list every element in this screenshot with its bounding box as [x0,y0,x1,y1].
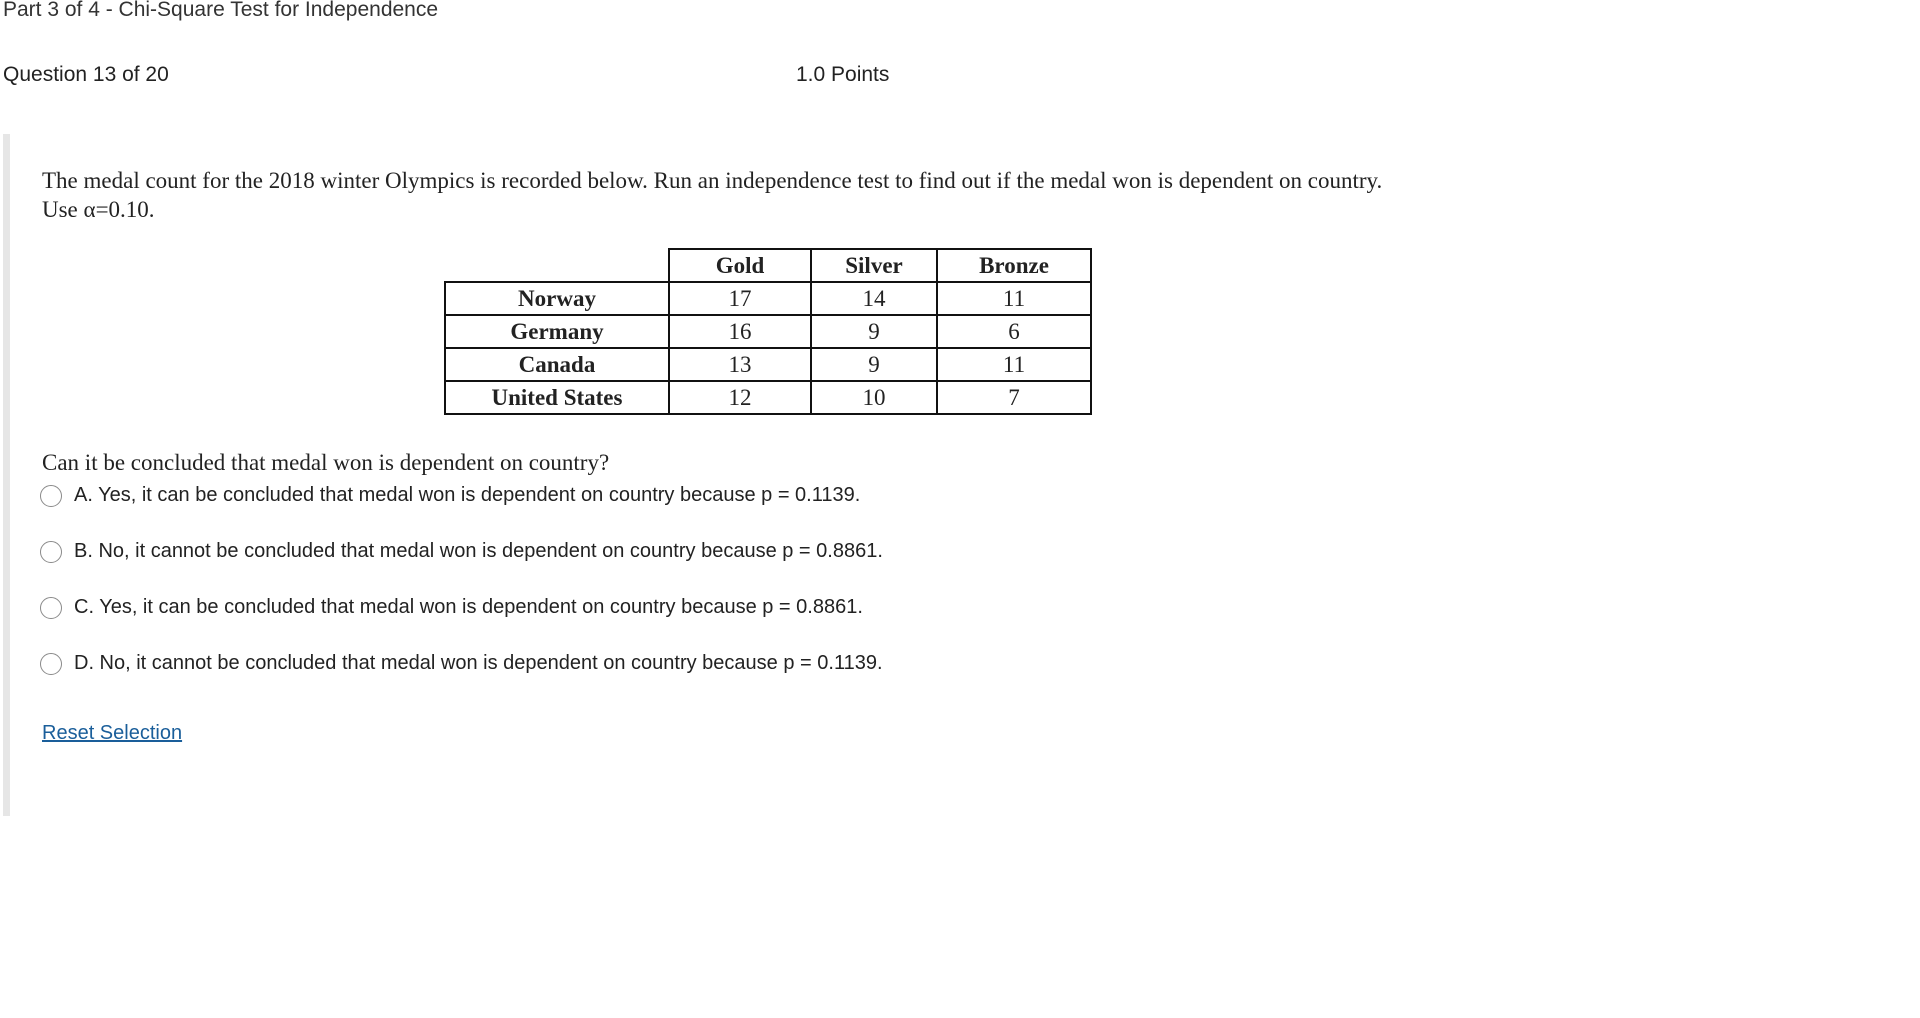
sub-question: Can it be concluded that medal won is dependent on country? [42,450,610,475]
radio-button-d[interactable] [40,653,62,675]
table-cell: 7 [937,381,1091,414]
table-corner-cell [445,249,669,282]
prompt-line-1: The medal count for the 2018 winter Olympics is recorded below. Run an independence test to find out if the medal won is dependent on country. [42,168,1383,193]
question-prompt [42,166,1522,224]
column-header-gold: Gold [669,249,811,282]
radio-button-c[interactable] [40,597,62,619]
table-cell: 6 [937,315,1091,348]
table-cell: 16 [669,315,811,348]
answer-option-d[interactable] [40,652,883,675]
part-title: Part 3 of 4 - Chi-Square Test for Independence [3,0,439,21]
row-header-country: Canada [445,348,669,381]
table-cell: 10 [811,381,937,414]
table-cell: 17 [669,282,811,315]
row-header-country: Norway [445,282,669,315]
column-header-silver: Silver [811,249,937,282]
table-cell: 9 [811,348,937,381]
table-cell: 11 [937,348,1091,381]
table-cell: 13 [669,348,811,381]
question-points: 1.0 Points [796,63,890,86]
reset-selection-link[interactable]: Reset Selection [42,722,183,744]
table-cell: 12 [669,381,811,414]
row-header-country: Germany [445,315,669,348]
row-header-country: United States [445,381,669,414]
table-cell: 14 [811,282,937,315]
prompt-line-2: Use α=0.10. [42,197,155,222]
table-row [445,282,1091,315]
answer-option-d-label: D. No, it cannot be concluded that medal won is dependent on country because p = 0.1139. [74,652,883,674]
column-header-bronze: Bronze [937,249,1091,282]
table-header-row [445,249,1091,282]
answer-option-c[interactable] [40,596,863,619]
answer-option-b-label: B. No, it cannot be concluded that medal won is dependent on country because p = 0.8861. [74,540,883,562]
medal-count-table [444,248,1092,415]
table-cell: 11 [937,282,1091,315]
answer-option-b[interactable] [40,540,883,563]
table-cell: 9 [811,315,937,348]
question-number: Question 13 of 20 [3,63,169,86]
table-row [445,381,1091,414]
answer-option-a-label: A. Yes, it can be concluded that medal won is dependent on country because p = 0.1139. [74,484,861,506]
radio-button-a[interactable] [40,485,62,507]
answer-option-a[interactable] [40,484,860,507]
answer-option-c-label: C. Yes, it can be concluded that medal won is dependent on country because p = 0.8861. [74,596,863,618]
radio-button-b[interactable] [40,541,62,563]
table-row [445,348,1091,381]
table-row [445,315,1091,348]
